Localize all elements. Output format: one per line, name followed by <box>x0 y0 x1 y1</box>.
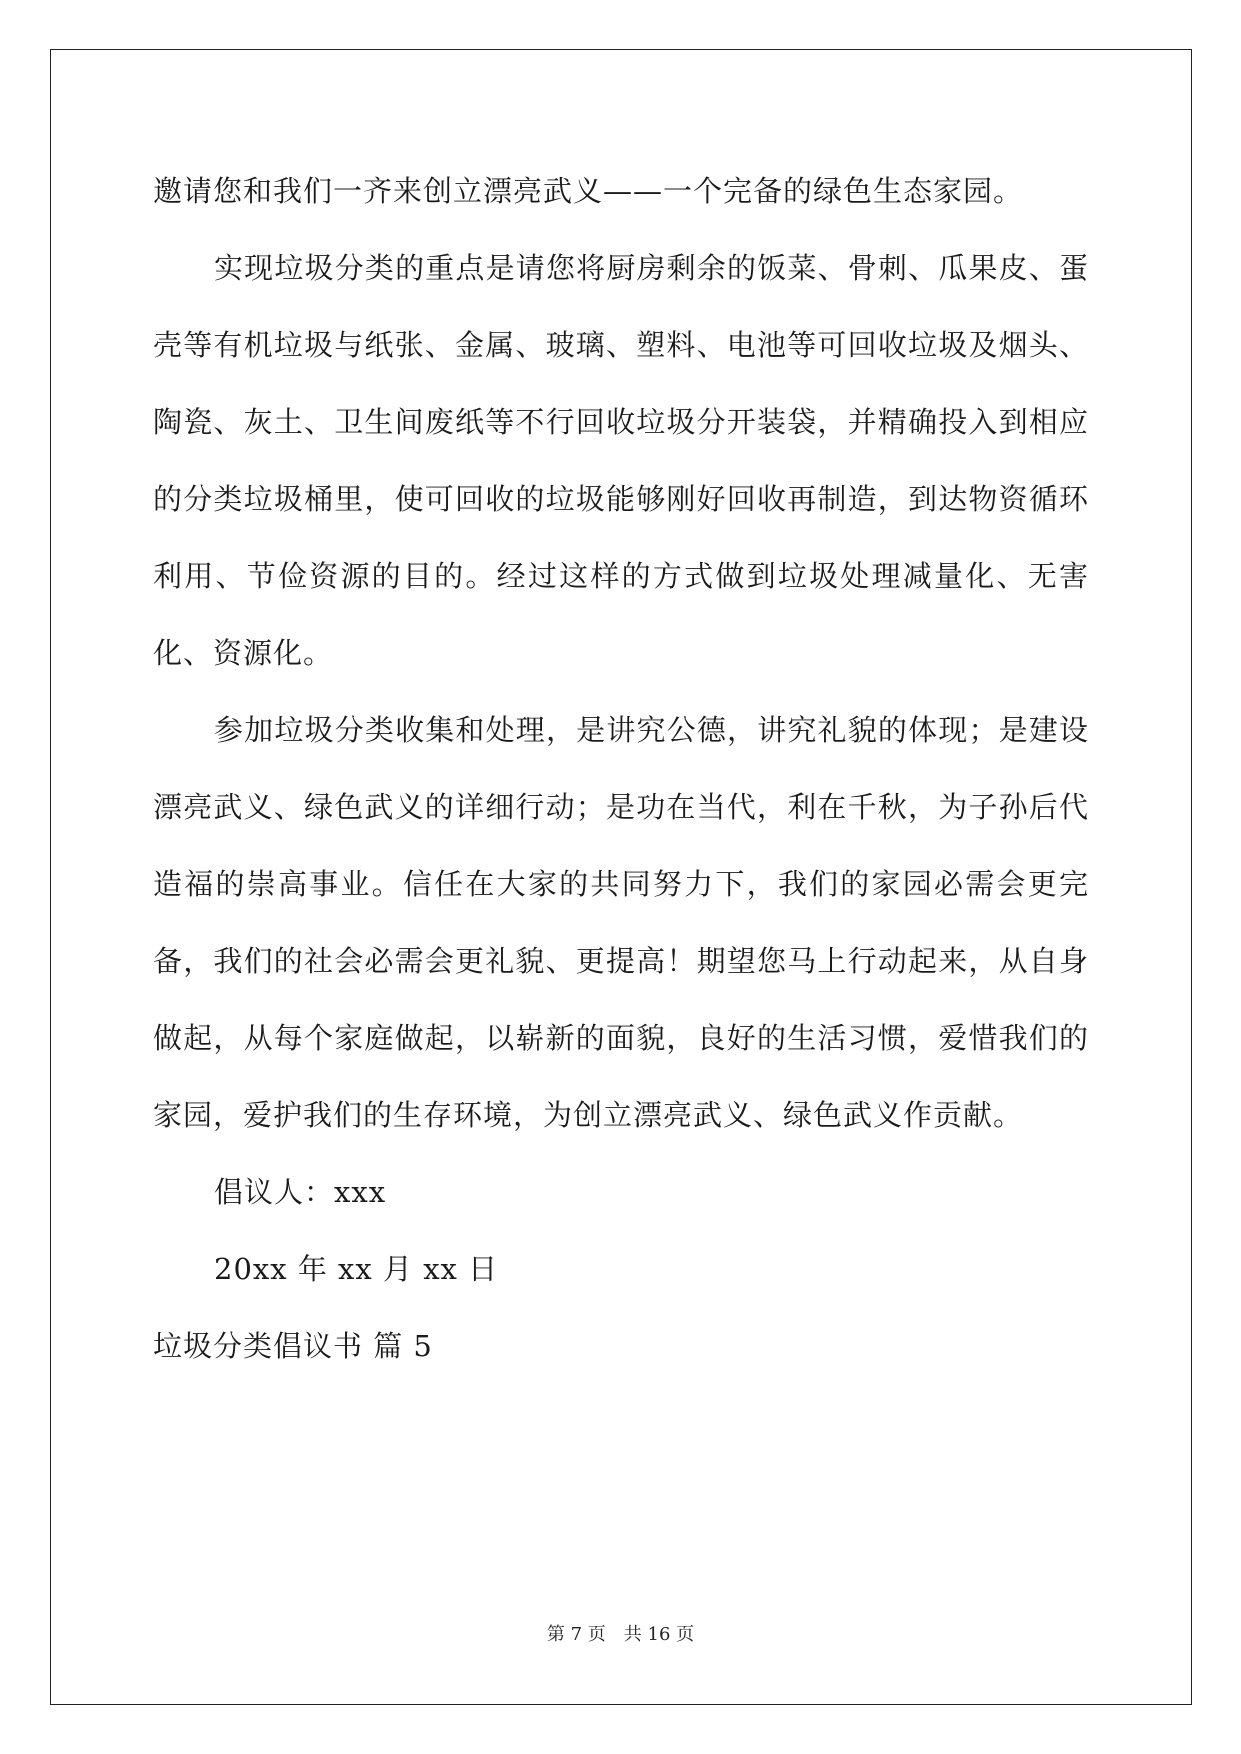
page-number: 第 7 页 <box>546 1624 606 1645</box>
page-footer <box>0 1620 1241 1646</box>
proposer-line: 倡议人：xxx <box>214 1175 387 1209</box>
paragraph-sorting-method: 实现垃圾分类的重点是请您将厨房剩余的饭菜、骨刺、瓜果皮、蛋壳等有机垃圾与纸张、金属、玻璃、塑料、电池等可回收垃圾及烟头、陶瓷、灰土、卫生间废纸等不行回收垃圾分开装袋，并精确投入到相应的分类垃圾桶里，使可回收的垃圾能够刚好回收再制造，到达物资循环利用、节俭资源的目的。经过这样的方式做到垃圾处理减量化、无害化、资源化。 <box>153 251 1089 670</box>
date-line: 20xx 年 xx 月 xx 日 <box>214 1252 499 1286</box>
page-total: 共 16 页 <box>623 1624 695 1645</box>
next-section-heading: 垃圾分类倡议书 篇 5 <box>153 1329 433 1363</box>
intro-line: 邀请您和我们一齐来创立漂亮武义——一个完备的绿色生态家园。 <box>153 174 1024 208</box>
paragraph-call-to-action: 参加垃圾分类收集和处理，是讲究公德，讲究礼貌的体现；是建设漂亮武义、绿色武义的详细行动；是功在当代，利在千秋，为子孙后代造福的崇高事业。信任在大家的共同努力下，我们的家园必需会更完备，我们的社会必需会更礼貌、更提高！期望您马上行动起来，从自身做起，从每个家庭做起，以崭新的面貌，良好的生活习惯，爱惜我们的家园，爱护我们的生存环境，为创立漂亮武义、绿色武义作贡献。 <box>153 713 1089 1132</box>
document-body <box>153 153 1089 1385</box>
